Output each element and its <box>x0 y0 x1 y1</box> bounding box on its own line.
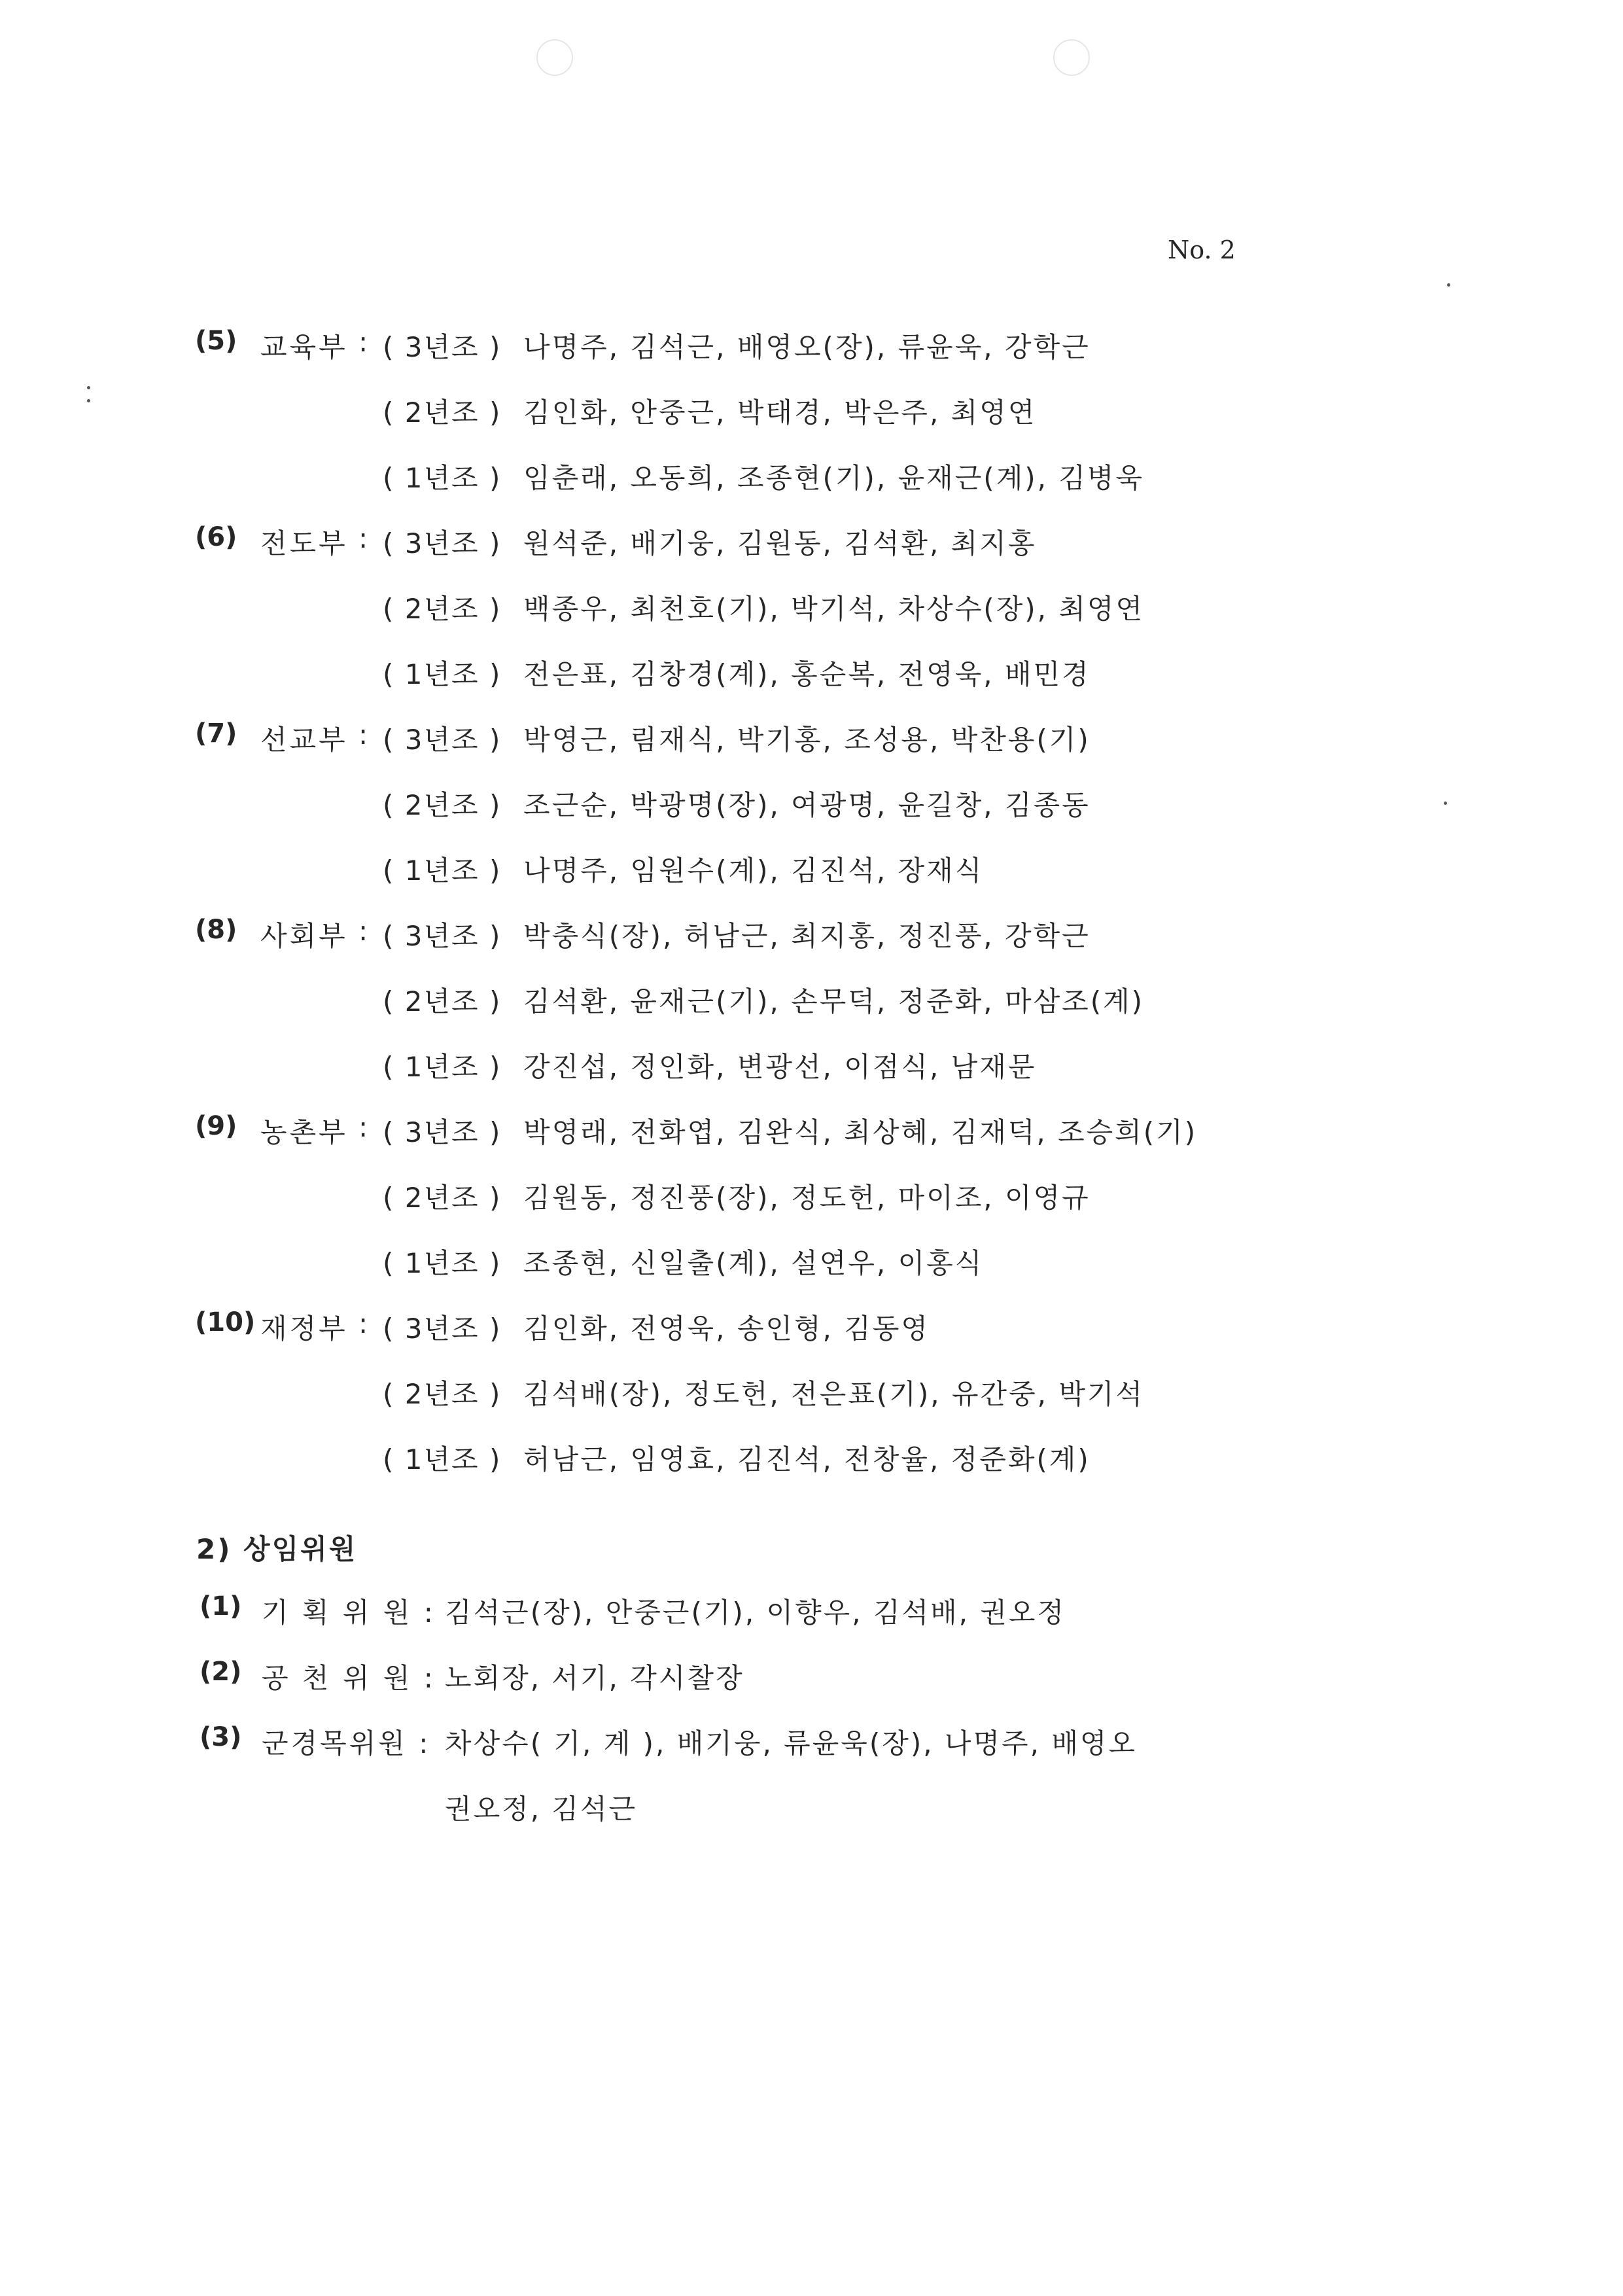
committee-name: 공 천 위 원 : <box>262 1662 436 1694</box>
department-number: (9) <box>195 1111 237 1141</box>
class-grade-label: ( 1년조 ) <box>383 462 502 494</box>
class-grade-label: ( 1년조 ) <box>383 1051 502 1083</box>
member-list: 허남근, 임영효, 김진석, 전창율, 정준화(계) <box>523 1443 1091 1475</box>
member-list: 박영래, 전화엽, 김완식, 최상혜, 김재덕, 조승희(기) <box>523 1116 1198 1148</box>
member-list: 김인화, 안중근, 박태경, 박은주, 최영연 <box>523 397 1037 429</box>
committee-members-continued: 권오정, 김석근 <box>445 1793 638 1825</box>
class-grade-label: ( 1년조 ) <box>383 658 502 690</box>
department-name: 농촌부 <box>260 1116 348 1148</box>
class-grade-label: ( 2년조 ) <box>383 1378 502 1410</box>
member-list: 김석배(장), 정도헌, 전은표(기), 유간중, 박기석 <box>523 1378 1145 1410</box>
department-name: 재정부 <box>260 1313 348 1345</box>
class-grade-label: ( 2년조 ) <box>383 789 502 821</box>
department-colon: : <box>358 1307 371 1339</box>
department-colon: : <box>358 522 371 554</box>
class-grade-label: ( 2년조 ) <box>383 985 502 1017</box>
class-grade-label: ( 3년조 ) <box>383 724 502 756</box>
class-grade-label: ( 2년조 ) <box>383 397 502 429</box>
class-grade-label: ( 1년조 ) <box>383 855 502 887</box>
department-name: 교육부 <box>260 331 348 363</box>
paper-speck <box>1447 283 1450 287</box>
member-list: 박충식(장), 허남근, 최지홍, 정진풍, 강학근 <box>523 920 1091 952</box>
department-number: (7) <box>195 718 237 749</box>
department-number: (8) <box>195 915 237 945</box>
member-list: 나명주, 김석근, 배영오(장), 류윤욱, 강학근 <box>523 331 1091 363</box>
department-name: 선교부 <box>260 724 348 756</box>
member-list: 임춘래, 오동희, 조종현(기), 윤재근(계), 김병욱 <box>523 462 1145 494</box>
class-grade-label: ( 1년조 ) <box>383 1443 502 1475</box>
member-list: 박영근, 림재식, 박기홍, 조성용, 박찬용(기) <box>523 724 1091 756</box>
department-number: (5) <box>195 326 237 356</box>
class-grade-label: ( 2년조 ) <box>383 1182 502 1214</box>
committee-name: 기 획 위 원 : <box>262 1597 436 1629</box>
committee-members: 김석근(장), 안중근(기), 이향우, 김석배, 권오정 <box>445 1597 1066 1629</box>
department-name: 사회부 <box>260 920 348 952</box>
member-list: 김인화, 전영욱, 송인형, 김동영 <box>523 1313 930 1345</box>
paper-speck <box>87 399 90 402</box>
department-colon: : <box>358 718 371 751</box>
class-grade-label: ( 3년조 ) <box>383 1116 502 1148</box>
class-grade-label: ( 3년조 ) <box>383 527 502 559</box>
punch-hole-mark <box>1053 39 1090 76</box>
department-name: 전도부 <box>260 527 348 559</box>
committee-members: 차상수( 기, 계 ), 배기웅, 류윤욱(장), 나명주, 배영오 <box>445 1727 1138 1759</box>
department-number: (10) <box>195 1307 256 1337</box>
committee-number: (1) <box>200 1591 242 1621</box>
page-number: No. 2 <box>1168 236 1236 264</box>
member-list: 원석준, 배기웅, 김원동, 김석환, 최지홍 <box>523 527 1037 559</box>
class-grade-label: ( 3년조 ) <box>383 1313 502 1345</box>
paper-speck <box>1444 802 1447 805</box>
class-grade-label: ( 3년조 ) <box>383 331 502 363</box>
class-grade-label: ( 1년조 ) <box>383 1247 502 1279</box>
paper-speck <box>87 386 90 389</box>
department-colon: : <box>358 1111 371 1143</box>
department-number: (6) <box>195 522 237 552</box>
member-list: 김원동, 정진풍(장), 정도헌, 마이조, 이영규 <box>523 1182 1091 1214</box>
department-colon: : <box>358 326 371 358</box>
department-colon: : <box>358 915 371 947</box>
committee-number: (3) <box>200 1722 242 1752</box>
punch-hole-mark <box>536 39 573 76</box>
committee-name: 군경목위원 : <box>262 1727 431 1759</box>
member-list: 조종현, 신일출(계), 설연우, 이홍식 <box>523 1247 984 1279</box>
section-title: 2) 상임위원 <box>196 1533 358 1565</box>
member-list: 김석환, 윤재근(기), 손무덕, 정준화, 마삼조(계) <box>523 985 1145 1017</box>
member-list: 조근순, 박광명(장), 여광명, 윤길창, 김종동 <box>523 789 1091 821</box>
member-list: 백종우, 최천호(기), 박기석, 차상수(장), 최영연 <box>523 593 1145 625</box>
member-list: 전은표, 김창경(계), 홍순복, 전영욱, 배민경 <box>523 658 1091 690</box>
committee-members: 노회장, 서기, 각시찰장 <box>445 1662 744 1694</box>
class-grade-label: ( 2년조 ) <box>383 593 502 625</box>
committee-number: (2) <box>200 1657 242 1687</box>
member-list: 나명주, 임원수(계), 김진석, 장재식 <box>523 855 984 887</box>
class-grade-label: ( 3년조 ) <box>383 920 502 952</box>
member-list: 강진섭, 정인화, 변광선, 이점식, 남재문 <box>523 1051 1037 1083</box>
